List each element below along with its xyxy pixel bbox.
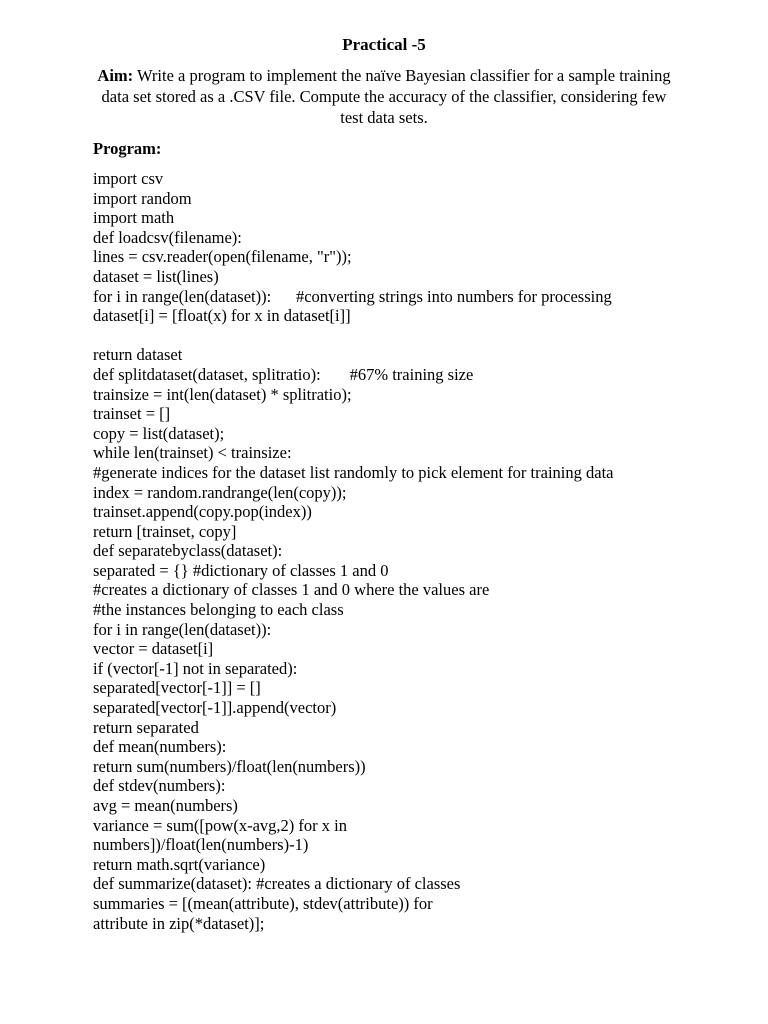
code-line: dataset[i] = [float(x) for x in dataset[i]] [93, 306, 351, 326]
code-line: for i in range(len(dataset)): #converting strings into numbers for processing [93, 286, 612, 306]
code-line: numbers])/float(len(numbers)-1) [93, 835, 309, 855]
code-line: import csv [93, 169, 164, 188]
code-line: import random [93, 188, 192, 208]
code-line [93, 326, 733, 346]
code-line: separated[vector[-1]] = [] [93, 678, 261, 698]
code-line: vector = dataset[i] [93, 639, 214, 659]
code-line: lines = csv.reader(open(filename, "r")); [93, 247, 352, 267]
code-line: variance = sum([pow(x-avg,2) for x in [93, 815, 347, 835]
code-line: #generate indices for the dataset list randomly to pick element for training data [93, 462, 614, 482]
code-line: trainsize = int(len(dataset) * splitratio); [93, 384, 352, 404]
code-line: import math [93, 208, 175, 228]
code-line: trainset.append(copy.pop(index)) [93, 502, 312, 522]
code-line: if (vector[-1] not in separated): [93, 658, 298, 678]
code-line: return [trainset, copy] [93, 521, 237, 541]
code-line: def stdev(numbers): [93, 776, 226, 796]
aim-text: Write a program to implement the naïve Bayesian classifier for a sample training data set stored as a .CSV file. Compute the accuracy of the classifier, considering few test data sets. [101, 66, 671, 127]
code-line: separated = {} #dictionary of classes 1 and 0 [93, 560, 389, 580]
code-line: while len(trainset) < trainsize: [93, 443, 292, 463]
code-line: trainset = [] [93, 404, 171, 424]
code-line: return dataset [93, 345, 183, 365]
code-line: def summarize(dataset): #creates a dictionary of classes [93, 874, 461, 894]
code-line: for i in range(len(dataset)): [93, 619, 272, 639]
code-line: attribute in zip(*dataset)]; [93, 913, 265, 933]
aim-paragraph [90, 65, 678, 128]
code-block [93, 169, 733, 933]
code-line: copy = list(dataset); [93, 423, 225, 443]
code-line: summaries = [(mean(attribute), stdev(attribute)) for [93, 893, 433, 913]
code-line: separated[vector[-1]].append(vector) [93, 698, 337, 718]
code-line: index = random.randrange(len(copy)); [93, 482, 347, 502]
code-line: return sum(numbers)/float(len(numbers)) [93, 756, 366, 776]
code-line: avg = mean(numbers) [93, 796, 238, 815]
code-line: #the instances belonging to each class [93, 600, 344, 620]
code-line: def splitdataset(dataset, splitratio): #67% training size [93, 364, 474, 384]
code-line: return separated [93, 717, 199, 737]
code-line: def loadcsv(filename): [93, 227, 242, 247]
code-line: def mean(numbers): [93, 737, 227, 757]
code-line: #creates a dictionary of classes 1 and 0 where the values are [93, 580, 490, 600]
program-heading: Program: [93, 139, 162, 158]
page-title: Practical -5 [342, 35, 426, 54]
code-line: def separatebyclass(dataset): [93, 541, 283, 561]
code-line: dataset = list(lines) [93, 266, 219, 286]
code-line: return math.sqrt(variance) [93, 854, 266, 874]
aim-label: Aim: [97, 66, 134, 85]
